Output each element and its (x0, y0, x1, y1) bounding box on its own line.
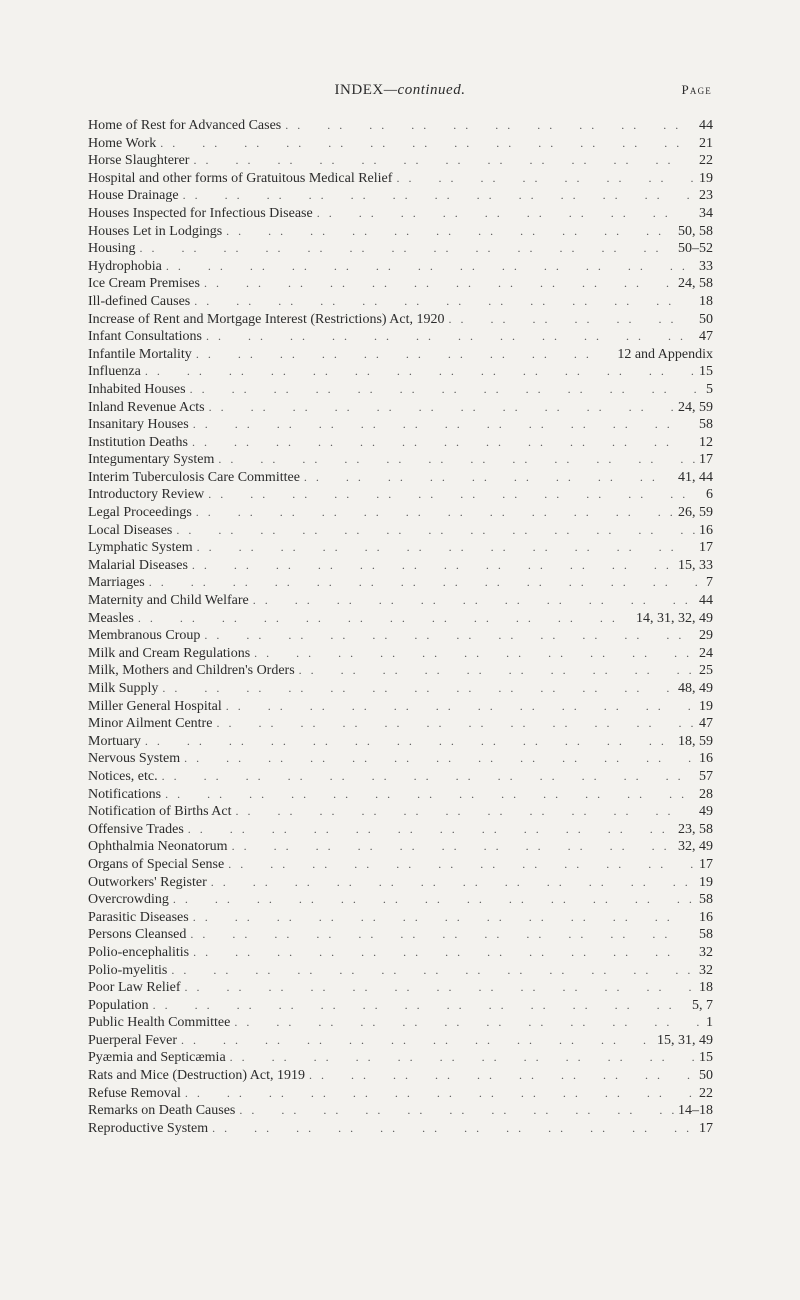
index-entry-pages: 16 (699, 751, 713, 767)
index-entry-pages: 28 (699, 786, 713, 802)
index-entry-name: Rats and Mice (Destruction) Act, 1919 (88, 1068, 305, 1084)
index-entry-pages: 22 (699, 1085, 713, 1101)
dot-leader (173, 891, 695, 909)
index-entry-name: Public Health Committee (88, 1015, 231, 1031)
index-entry-name: Introductory Review (88, 487, 205, 503)
index-entry (88, 346, 713, 364)
index-entry-name: Legal Proceedings (88, 505, 192, 521)
index-entry-pages: 24, 59 (678, 399, 713, 415)
index-entry-pages: 14–18 (678, 1103, 713, 1119)
dot-leader (235, 803, 695, 821)
dot-leader (216, 715, 695, 733)
index-entry-name: Interim Tuberculosis Care Committee (88, 469, 300, 485)
index-entry-pages: 15 (699, 364, 713, 380)
index-entry-name: Insanitary Houses (88, 417, 189, 433)
index-entry-pages: 47 (699, 716, 713, 732)
dot-leader (153, 997, 688, 1015)
index-entry-name: Miller General Hospital (88, 698, 222, 714)
index-entry-name: Ophthalmia Neonatorum (88, 839, 228, 855)
index-entry (88, 627, 713, 645)
index-entry-pages: 5, 7 (692, 997, 713, 1013)
dot-leader (254, 645, 695, 663)
index-entry-pages: 41, 44 (678, 469, 713, 485)
index-entry-name: Lymphatic System (88, 540, 193, 556)
index-entry-name: Houses Let in Lodgings (88, 223, 223, 239)
dot-leader (176, 522, 695, 540)
dot-leader (145, 733, 674, 751)
index-entry-name: Influenza (88, 364, 141, 380)
index-entry-pages: 32 (699, 944, 713, 960)
index-entry-pages: 58 (699, 927, 713, 943)
index-entry-name: Organs of Special Sense (88, 856, 225, 872)
index-entry (88, 170, 713, 188)
index-entry (88, 187, 713, 205)
dot-leader (183, 187, 695, 205)
index-entry-name: Increase of Rent and Mortgage Interest (Restrictions) Act, 1920 (88, 311, 445, 327)
index-entry (88, 240, 713, 258)
index-entry-name: Hospital and other forms of Gratuitous Medical Relief (88, 170, 393, 186)
index-entry (88, 768, 713, 786)
index-entry-pages: 32 (699, 962, 713, 978)
index-entry-pages: 26, 59 (678, 505, 713, 521)
dot-leader (304, 469, 674, 487)
index-entry-pages: 49 (699, 804, 713, 820)
index-entry (88, 803, 713, 821)
index-entry-name: Measles (88, 610, 134, 626)
dot-leader (239, 1102, 674, 1120)
index-entry (88, 205, 713, 223)
index-entry-name: Notification of Births Act (88, 804, 232, 820)
index-entry-name: Infant Consultations (88, 329, 202, 345)
index-entry-name: Home Work (88, 135, 157, 151)
index-entry-pages: 18 (699, 980, 713, 996)
dot-leader (160, 135, 695, 153)
dot-leader (190, 381, 702, 399)
dot-leader (218, 451, 695, 469)
dot-leader (149, 574, 702, 592)
index-entry (88, 979, 713, 997)
index-entry-pages: 12 (699, 434, 713, 450)
index-entry-pages: 44 (699, 118, 713, 133)
index-entry-pages: 15, 31, 49 (657, 1032, 713, 1048)
index-entry (88, 363, 713, 381)
index-entry-pages: 21 (699, 135, 713, 151)
index-entry-pages: 5 (706, 381, 713, 397)
index-entry (88, 944, 713, 962)
dot-leader (181, 1032, 653, 1050)
index-entry-pages: 18 (699, 293, 713, 309)
index-entry-pages: 22 (699, 153, 713, 169)
index-entry-name: Overcrowding (88, 892, 169, 908)
index-entry-pages: 25 (699, 663, 713, 679)
index-entry-pages: 57 (699, 768, 713, 784)
page-column-label: Page (681, 82, 712, 97)
index-entry-name: Hydrophobia (88, 258, 162, 274)
dot-leader (192, 434, 695, 452)
dot-leader (212, 1120, 695, 1138)
index-entry (88, 610, 713, 628)
index-entry-name: Ice Cream Premises (88, 276, 200, 292)
index-entry-pages: 12 and Appendix (617, 346, 713, 362)
index-entry (88, 275, 713, 293)
dot-leader (449, 311, 695, 329)
dot-leader (139, 240, 674, 258)
index-entry (88, 311, 713, 329)
dot-leader (196, 346, 614, 364)
index-entry-pages: 19 (699, 698, 713, 714)
dot-leader (228, 856, 695, 874)
dot-leader (285, 117, 695, 135)
dot-leader (226, 223, 674, 241)
dot-leader (197, 539, 695, 557)
index-entry (88, 821, 713, 839)
index-continued-text: —continued. (383, 82, 466, 98)
index-entries (88, 117, 713, 1137)
index-entry-name: House Drainage (88, 188, 179, 204)
dot-leader (145, 363, 695, 381)
index-entry-name: Poor Law Relief (88, 980, 181, 996)
index-entry-name: Houses Inspected for Infectious Disease (88, 205, 313, 221)
index-entry-name: Polio-encephalitis (88, 944, 190, 960)
index-entry-name: Remarks on Death Causes (88, 1103, 236, 1119)
index-entry-pages: 44 (699, 593, 713, 609)
index-entry (88, 592, 713, 610)
index-entry-pages: 50 (699, 1068, 713, 1084)
index-entry (88, 1049, 713, 1067)
index-entry (88, 997, 713, 1015)
index-entry-name: Inhabited Houses (88, 381, 186, 397)
dot-leader (138, 610, 632, 628)
dot-leader (192, 557, 674, 575)
index-entry (88, 786, 713, 804)
index-entry (88, 557, 713, 575)
dot-leader (209, 399, 674, 417)
index-entry-name: Infantile Mortality (88, 346, 192, 362)
index-entry (88, 1032, 713, 1050)
dot-leader (162, 680, 674, 698)
index-entry (88, 680, 713, 698)
dot-leader (299, 662, 695, 680)
index-entry (88, 1120, 713, 1138)
dot-leader (194, 293, 695, 311)
index-entry-name: Home of Rest for Advanced Cases (88, 118, 282, 133)
index-entry (88, 117, 713, 135)
index-entry (88, 1067, 713, 1085)
dot-leader (206, 328, 695, 346)
index-entry (88, 522, 713, 540)
dot-leader (317, 205, 695, 223)
index-entry-pages: 50 (699, 311, 713, 327)
index-entry-pages: 23 (699, 188, 713, 204)
index-entry-name: Population (88, 997, 149, 1013)
index-entry-name: Local Diseases (88, 522, 173, 538)
index-entry-name: Offensive Trades (88, 821, 184, 837)
index-entry-pages: 17 (699, 856, 713, 872)
dot-leader (165, 786, 695, 804)
index-entry-name: Membranous Croup (88, 628, 201, 644)
index-entry-pages: 29 (699, 628, 713, 644)
index-entry-name: Marriages (88, 575, 145, 591)
dot-leader (171, 962, 695, 980)
dot-leader (184, 750, 695, 768)
index-entry-name: Maternity and Child Welfare (88, 593, 249, 609)
index-entry-name: Horse Slaughterer (88, 153, 190, 169)
index-entry-name: Nervous System (88, 751, 181, 767)
dot-leader (185, 979, 695, 997)
index-entry (88, 733, 713, 751)
index-entry (88, 715, 713, 733)
dot-leader (204, 627, 695, 645)
index-entry-name: Pyæmia and Septicæmia (88, 1050, 226, 1066)
index-entry (88, 750, 713, 768)
index-entry (88, 891, 713, 909)
dot-leader (193, 944, 695, 962)
index-entry (88, 1085, 713, 1103)
index-entry (88, 909, 713, 927)
index-entry-pages: 33 (699, 258, 713, 274)
dot-leader (166, 258, 695, 276)
dot-leader (208, 486, 702, 504)
dot-leader (232, 838, 674, 856)
index-entry (88, 152, 713, 170)
index-entry-pages: 24 (699, 645, 713, 661)
index-entry (88, 574, 713, 592)
index-title-text: INDEX (334, 82, 384, 98)
dot-leader (309, 1067, 695, 1085)
index-entry-pages: 1 (706, 1015, 713, 1031)
index-entry-name: Reproductive System (88, 1120, 209, 1136)
index-entry-name: Integumentary System (88, 452, 215, 468)
index-entry-pages: 16 (699, 909, 713, 925)
index-entry-pages: 24, 58 (678, 276, 713, 292)
dot-leader (226, 698, 695, 716)
index-entry-name: Milk, Mothers and Children's Orders (88, 663, 295, 679)
dot-leader (234, 1014, 702, 1032)
index-entry (88, 416, 713, 434)
index-entry (88, 645, 713, 663)
index-entry-pages: 6 (706, 487, 713, 503)
index-entry-pages: 48, 49 (678, 681, 713, 696)
dot-leader (211, 874, 695, 892)
index-entry (88, 539, 713, 557)
dot-leader (162, 768, 695, 786)
index-entry-name: Minor Ailment Centre (88, 716, 213, 732)
index-entry-pages: 50–52 (678, 241, 713, 257)
index-entry (88, 962, 713, 980)
index-entry-pages: 19 (699, 170, 713, 186)
index-entry-pages: 16 (699, 522, 713, 538)
index-entry (88, 381, 713, 399)
index-entry (88, 258, 713, 276)
index-entry (88, 293, 713, 311)
index-header (88, 82, 712, 106)
dot-leader (185, 1085, 695, 1103)
index-entry (88, 504, 713, 522)
dot-leader (230, 1049, 695, 1067)
index-entry-name: Notices, etc. (88, 768, 158, 784)
index-entry-pages: 19 (699, 874, 713, 890)
index-entry-name: Polio-myelitis (88, 962, 168, 978)
dot-leader (204, 275, 674, 293)
index-entry (88, 698, 713, 716)
index-entry-name: Institution Deaths (88, 434, 188, 450)
index-entry (88, 856, 713, 874)
index-entry (88, 1102, 713, 1120)
index-entry (88, 838, 713, 856)
index-entry-pages: 17 (699, 1120, 713, 1136)
index-entry (88, 1014, 713, 1032)
index-entry-pages: 34 (699, 205, 713, 221)
index-entry (88, 451, 713, 469)
dot-leader (193, 416, 695, 434)
index-entry-pages: 15 (699, 1050, 713, 1066)
index-entry (88, 434, 713, 452)
index-title (88, 82, 712, 99)
index-entry-name: Housing (88, 241, 136, 257)
index-entry-name: Malarial Diseases (88, 557, 188, 573)
index-entry-name: Outworkers' Register (88, 874, 207, 890)
index-entry-pages: 14, 31, 32, 49 (636, 610, 713, 626)
index-entry-name: Milk and Cream Regulations (88, 645, 251, 661)
index-entry-pages: 50, 58 (678, 223, 713, 239)
index-entry (88, 874, 713, 892)
index-entry-pages: 17 (699, 452, 713, 468)
index-entry-pages: 17 (699, 540, 713, 556)
index-entry-name: Inland Revenue Acts (88, 399, 205, 415)
dot-leader (193, 152, 695, 170)
dot-leader (188, 821, 674, 839)
index-entry-pages: 58 (699, 417, 713, 433)
index-entry-name: Notifications (88, 786, 162, 802)
index-entry-pages: 32, 49 (678, 839, 713, 855)
index-entry (88, 662, 713, 680)
index-entry-pages: 7 (706, 575, 713, 591)
index-entry (88, 223, 713, 241)
index-entry (88, 469, 713, 487)
index-entry-name: Parasitic Diseases (88, 909, 189, 925)
dot-leader (253, 592, 695, 610)
index-entry-name: Ill-defined Causes (88, 293, 191, 309)
index-entry-name: Refuse Removal (88, 1085, 181, 1101)
dot-leader (396, 170, 695, 188)
index-entry (88, 135, 713, 153)
index-entry (88, 328, 713, 346)
index-entry-pages: 18, 59 (678, 733, 713, 749)
dot-leader (190, 926, 695, 944)
dot-leader (196, 504, 674, 522)
index-entry (88, 399, 713, 417)
index-entry-pages: 58 (699, 892, 713, 908)
index-entry-name: Mortuary (88, 733, 141, 749)
index-entry (88, 926, 713, 944)
index-entry-name: Persons Cleansed (88, 927, 187, 943)
index-entry-pages: 23, 58 (678, 821, 713, 837)
index-entry-name: Puerperal Fever (88, 1032, 178, 1048)
index-entry-name: Milk Supply (88, 681, 159, 696)
index-entry-pages: 15, 33 (678, 557, 713, 573)
dot-leader (193, 909, 695, 927)
index-entry (88, 486, 713, 504)
index-entry-pages: 47 (699, 329, 713, 345)
